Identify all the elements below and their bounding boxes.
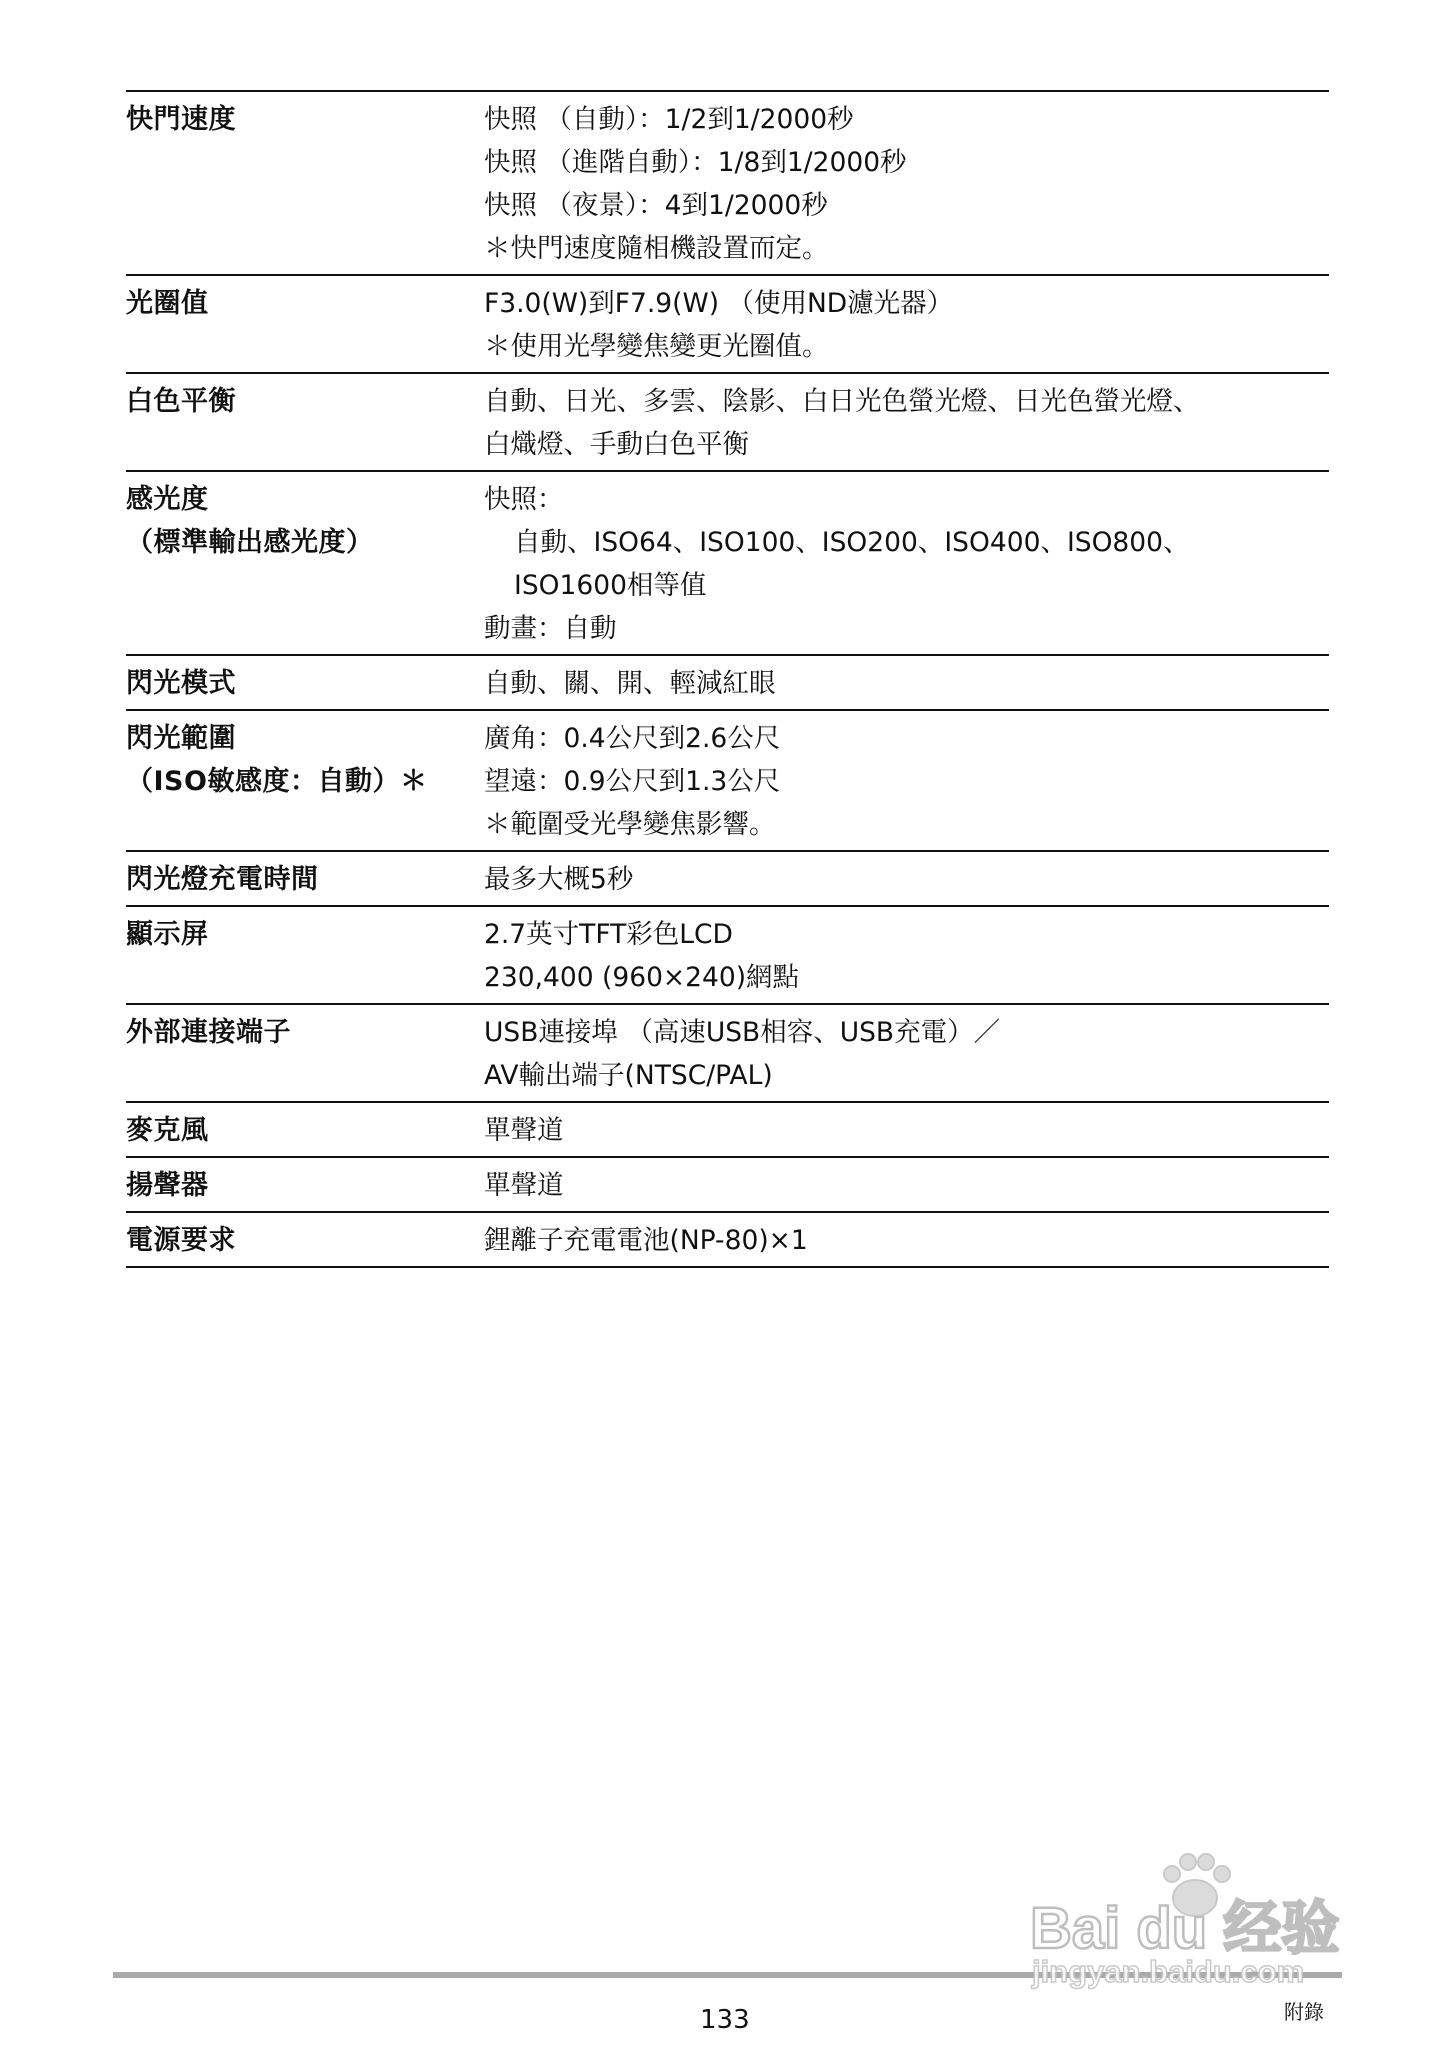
spec-value-line: 自動、ISO64、ISO100、ISO200、ISO400、ISO800、 — [514, 527, 1190, 558]
spec-value-cell — [484, 1157, 1329, 1212]
spec-label-cell — [126, 91, 484, 275]
spec-label: 光圈值 — [126, 288, 209, 319]
spec-value-cell — [484, 275, 1329, 373]
spec-label-cell — [126, 1004, 484, 1102]
spec-value-cell — [484, 655, 1329, 710]
spec-value-cell — [484, 851, 1329, 906]
spec-label: 閃光範圍 — [126, 723, 236, 754]
spec-value-cell — [484, 1004, 1329, 1102]
spec-value-line: 快照 （夜景）：4到1/2000秒 — [484, 190, 828, 221]
spec-value-line: ISO1600相等值 — [514, 570, 707, 601]
spec-value-line: 白熾燈、手動白色平衡 — [484, 429, 749, 460]
spec-value-line: 廣角：0.4公尺到2.6公尺 — [484, 723, 781, 754]
spec-row — [126, 1157, 1329, 1212]
watermark-url: jingyan.baidu.com — [1032, 1954, 1305, 1989]
spec-label-cell — [126, 275, 484, 373]
spec-value-cell — [484, 1102, 1329, 1157]
spec-value-line: AV輸出端子(NTSC/PAL) — [484, 1060, 773, 1091]
spec-value-line: 2.7英寸TFT彩色LCD — [484, 919, 733, 950]
spec-label-cell — [126, 655, 484, 710]
spec-value-line: USB連接埠 （高速USB相容、USB充電）／ — [484, 1017, 1001, 1048]
spec-label: 顯示屏 — [126, 919, 209, 950]
spec-value-line: 快照 （進階自動）：1/8到1/2000秒 — [484, 147, 907, 178]
spec-label: 麥克風 — [126, 1115, 209, 1146]
spec-label: （標準輸出感光度） — [126, 527, 374, 558]
spec-value-line: ＊使用光學變焦變更光圈值。 — [484, 331, 829, 362]
spec-label: 閃光模式 — [126, 668, 236, 699]
spec-label-cell — [126, 906, 484, 1004]
spec-label: 白色平衡 — [126, 386, 236, 417]
spec-row — [126, 851, 1329, 906]
spec-label: 快門速度 — [126, 104, 236, 135]
spec-row — [126, 1102, 1329, 1157]
spec-label-cell — [126, 1102, 484, 1157]
page-number: 133 — [700, 2005, 750, 2035]
spec-value-line: 快照 （自動）：1/2到1/2000秒 — [484, 104, 854, 135]
baidu-jingyan-watermark — [1030, 1840, 1370, 1990]
spec-label: 外部連接端子 — [126, 1017, 291, 1048]
spec-label: 閃光燈充電時間 — [126, 864, 319, 895]
spec-label: 揚聲器 — [126, 1170, 209, 1201]
spec-row — [126, 1212, 1329, 1267]
watermark-brand: Bai du 经验 — [1030, 1896, 1340, 1961]
spec-value-line: 單聲道 — [484, 1115, 564, 1146]
spec-row — [126, 655, 1329, 710]
spec-row — [126, 275, 1329, 373]
spec-row — [126, 373, 1329, 471]
spec-value-cell — [484, 710, 1329, 851]
spec-row — [126, 906, 1329, 1004]
spec-label-cell — [126, 851, 484, 906]
spec-value-line: 鋰離子充電電池(NP-80)×1 — [484, 1225, 808, 1256]
spec-label-cell — [126, 1212, 484, 1267]
spec-value-line: 動畫：自動 — [484, 613, 617, 644]
spec-row — [126, 710, 1329, 851]
spec-value-line: 單聲道 — [484, 1170, 564, 1201]
spec-label-cell — [126, 710, 484, 851]
spec-value-line: 望遠：0.9公尺到1.3公尺 — [484, 766, 781, 797]
spec-value-cell — [484, 373, 1329, 471]
spec-label: 電源要求 — [126, 1225, 236, 1256]
spec-label-cell — [126, 471, 484, 655]
spec-value-line: 最多大概5秒 — [484, 864, 634, 895]
spec-value-line: 自動、日光、多雲、陰影、白日光色螢光燈、日光色螢光燈、 — [484, 386, 1200, 417]
spec-label: 感光度 — [126, 484, 209, 515]
spec-label-cell — [126, 1157, 484, 1212]
spec-value-cell — [484, 1212, 1329, 1267]
spec-value-line: 230,400 (960×240)網點 — [484, 962, 800, 993]
spec-value-cell — [484, 471, 1329, 655]
spec-value-cell — [484, 906, 1329, 1004]
spec-value-cell — [484, 91, 1329, 275]
section-name: 附錄 — [1284, 2000, 1324, 2024]
spec-row — [126, 1004, 1329, 1102]
spec-table — [126, 90, 1329, 1268]
spec-value-line: F3.0(W)到F7.9(W) （使用ND濾光器） — [484, 288, 954, 319]
spec-table-body — [126, 91, 1329, 1267]
spec-value-line: 自動、關、開、輕減紅眼 — [484, 668, 776, 699]
spec-value-line: ＊快門速度隨相機設置而定。 — [484, 233, 829, 264]
spec-value-line: 快照： — [484, 484, 564, 515]
spec-label-cell — [126, 373, 484, 471]
spec-row — [126, 91, 1329, 275]
spec-label: （ISO敏感度：自動）＊ — [126, 766, 428, 797]
spec-row — [126, 471, 1329, 655]
spec-value-line: ＊範圍受光學變焦影響。 — [484, 809, 776, 840]
